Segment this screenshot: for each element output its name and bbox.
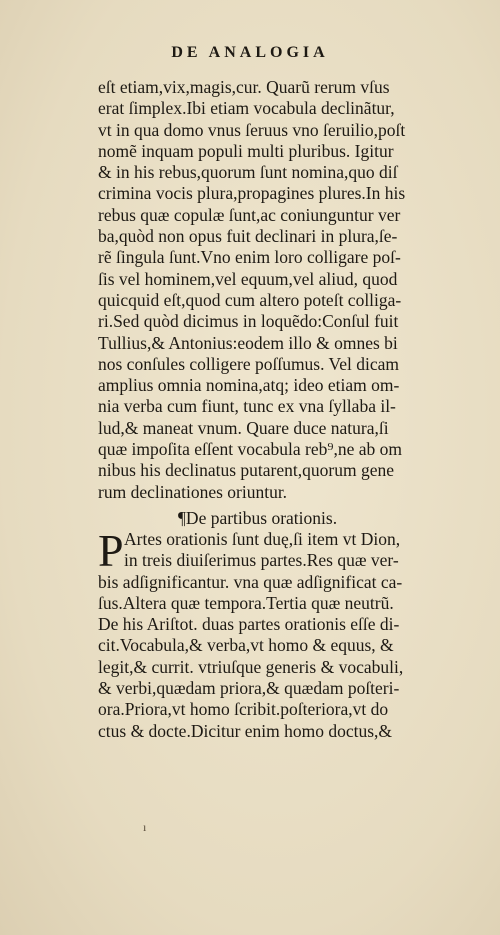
running-header: DE ANALOGIA	[171, 44, 329, 61]
text-line: ora.Priora,vt homo ſcribit.poſteriora,vt do	[98, 699, 389, 720]
text-line: De his Ariſtot. duas partes orationis eſſe di-	[98, 614, 400, 635]
text-line: quæ impoſita eſſent vocabula reb⁹,ne ab om	[98, 439, 403, 460]
text-line: ſus.Altera quæ tempora.Tertia quæ neutrũ.	[98, 592, 394, 613]
text-line: ſis vel hominem,vel equum,vel aliud, quod	[98, 268, 398, 289]
text-line: bis adſignificantur. vna quæ adſignificat ca-	[98, 571, 403, 592]
page-mark: ı	[143, 820, 147, 834]
text-line: vt in qua domo vnus ſeruus vno ſeruilio,poſt	[98, 119, 406, 140]
text-line: legit,& currit. vtriuſque generis & vocabuli,	[98, 656, 404, 677]
text-line: nia verba cum fiunt, tunc ex vna ſyllaba il-	[98, 396, 396, 417]
text-line: ri.Sed quòd dicimus in loquẽdo:Conſul fuit	[98, 311, 399, 332]
text-line: crimina vocis plura,propagines plures.In his	[98, 183, 406, 204]
text-line: nibus his declinatus putarent,quorum gene	[98, 460, 394, 481]
text-line: ctus & docte.Dicitur enim homo doctus,&	[98, 720, 393, 741]
text-line: eſt etiam,vix,magis,cur. Quarũ rerum vſus	[98, 77, 390, 97]
text-line: erat ſimplex.Ibi etiam vocabula declinãtur,	[98, 98, 395, 119]
text-line: & in his rebus,quorum ſunt nomina,quo diſ	[98, 162, 398, 183]
text-line: nomẽ inquam populi multi pluribus. Igitur	[98, 140, 394, 161]
text-line: quicquid eſt,quod cum altero poteſt colliga-	[98, 289, 402, 310]
text-line: & verbi,quædam priora,& quædam poſteri-	[98, 678, 400, 699]
text-line: ba,quòd non opus fuit declinari in plura,ſe-	[98, 226, 398, 247]
section-heading: ¶De partibus orationis.	[178, 507, 338, 528]
text-line: rum declinationes oriuntur.	[98, 481, 288, 502]
initial-paragraph	[98, 524, 483, 576]
text-line: in treis diuiſerimus partes.Res quæ ver-	[124, 550, 399, 571]
text-line: Tullius,& Antonius:eodem illo & omnes bi	[98, 332, 398, 353]
text-line: Artes orationis ſunt duę,ſi item vt Dion,	[124, 528, 401, 549]
text-line: nos conſules colligere poſſumus. Vel dicam	[98, 353, 400, 374]
text-line: cit.Vocabula,& verba,vt homo & equus, &	[98, 635, 394, 656]
text-line: lud,& maneat vnum. Quare duce natura,ſi	[98, 417, 389, 438]
drop-cap: P	[98, 524, 124, 576]
text-line: rẽ ſingula ſunt.Vno enim loro colligare poſ-	[98, 247, 401, 268]
text-line: rebus quæ copulæ ſunt,ac coniunguntur ver	[98, 204, 401, 225]
text-line: amplius omnia nomina,atq; ideo etiam om-	[98, 375, 400, 396]
main-text	[98, 77, 483, 742]
